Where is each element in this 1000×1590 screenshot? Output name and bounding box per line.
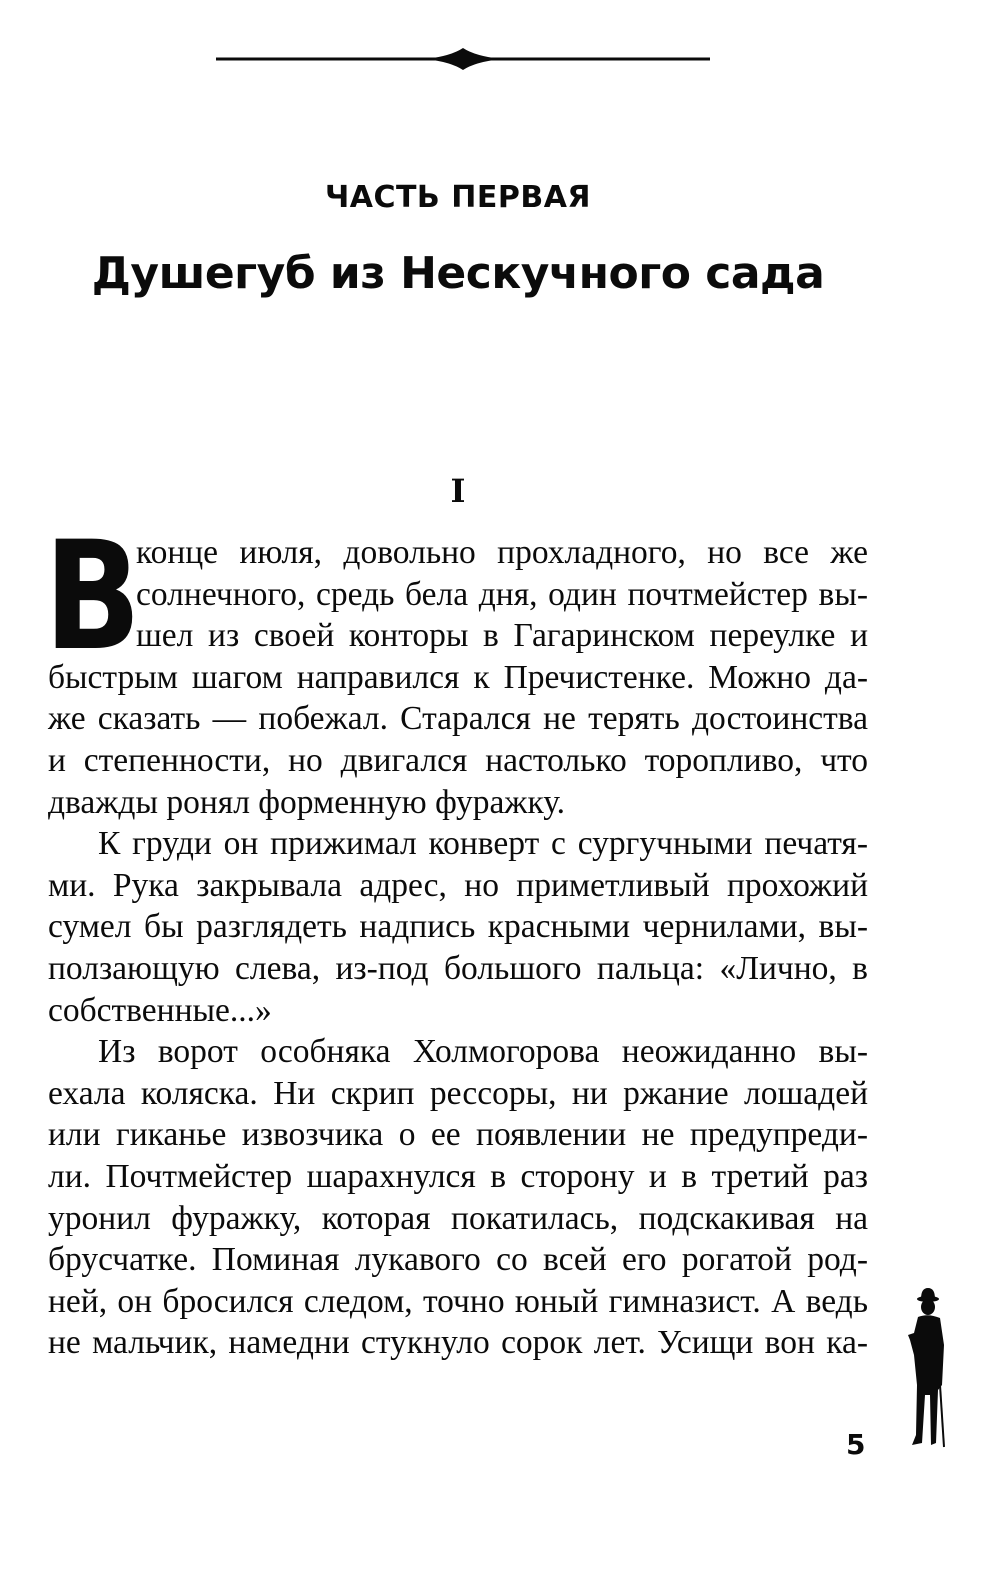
text-line: быстрым шагом направился к Пречистенке. Можно да- <box>48 658 868 696</box>
text-line: Из ворот особняка Холмогорова неожиданно вы- <box>98 1033 868 1071</box>
text-line: ли. Почтмейстер шарахнулся в сторону и в третий раз <box>48 1157 868 1195</box>
page-number: 5 <box>846 1428 866 1461</box>
text-line: или гиканье извозчика о ее появлении не предупреди- <box>48 1116 868 1154</box>
text-line: не мальчик, намедни стукнуло сорок лет. Усищи вон ка- <box>48 1324 868 1362</box>
text-line: уронил фуражку, которая покатилась, подскакивая на <box>48 1199 868 1237</box>
text-line: ползающую слева, из-под большого пальца: «Лично, в <box>48 949 868 987</box>
text-line: брусчатке. Поминая лукавого со всей его рогатой род- <box>48 1241 868 1279</box>
text-line: конце июля, довольно прохладного, но все же <box>136 534 868 571</box>
drop-cap: В <box>44 510 142 684</box>
text-line: сумел бы разглядеть надпись красными чернилами, вы- <box>48 908 868 946</box>
text-line: дважды ронял форменную фуражку. <box>48 783 566 821</box>
text-line: собственные...» <box>48 991 272 1029</box>
text-line: шел из своей конторы в Гагаринском переулке и <box>136 617 868 655</box>
gentleman-silhouette-icon <box>898 1285 958 1455</box>
text-line: ехала коляска. Ни скрип рессоры, ни ржание лошадей <box>48 1074 868 1112</box>
body-text <box>48 532 868 1364</box>
part-title: Душегуб из Нескучного сада <box>91 248 825 299</box>
text-line: и степенности, но двигался настолько торопливо, что <box>48 741 868 779</box>
text-line: же сказать — побежал. Старался не терять достоинства <box>48 700 868 738</box>
divider-ornament-icon <box>216 44 710 74</box>
part-label: ЧАСТЬ ПЕРВАЯ <box>324 180 592 215</box>
text-line: ней, он бросился следом, точно юный гимназист. А ведь <box>48 1282 868 1320</box>
chapter-number: I <box>450 472 466 510</box>
text-line: ми. Рука закрывала адрес, но приметливый прохожий <box>48 866 868 904</box>
text-line: солнечного, средь бела дня, один почтмейстер вы- <box>136 575 868 613</box>
text-line: К груди он прижимал конверт с сургучными печатя- <box>98 825 868 863</box>
